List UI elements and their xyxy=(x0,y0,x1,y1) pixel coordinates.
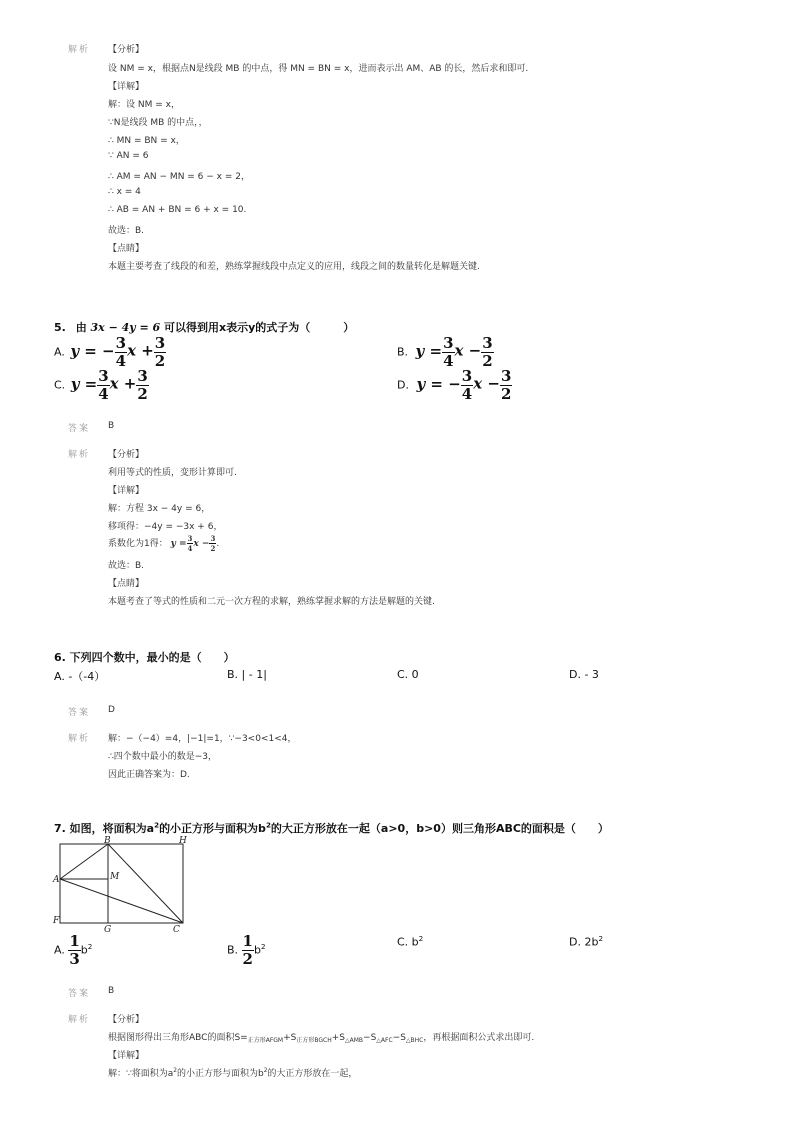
comment-heading: 【点睛】 xyxy=(108,244,145,254)
figure-outline xyxy=(60,844,183,923)
question-5-option-b: B. y = $\frac{3}{4}$ x − $\frac{3}{2}$ xyxy=(397,334,493,370)
label-m: M xyxy=(110,872,120,882)
answer-value: B xyxy=(108,986,115,996)
segment-bc xyxy=(108,844,183,923)
fraction: $\frac{3}{4}$ xyxy=(461,367,473,403)
question-7-option-c: C. $b^2$ xyxy=(397,934,424,949)
question-7-option-a: A. $\frac{1}{3}$ $b^2$ xyxy=(54,932,93,968)
question-6-option-d: D. - 3 xyxy=(569,668,599,681)
solution-line: 解：∵将面积为$a^2$的小正方形与面积为$b^2$的大正方形放在一起， xyxy=(108,1068,358,1079)
fraction: $\frac{3}{4}$ xyxy=(187,534,193,553)
solution-line: ∴ MN = BN = x， xyxy=(108,136,185,146)
detail-heading: 【详解】 xyxy=(108,486,145,496)
solution-line: 解：方程 3x − 4y = 6， xyxy=(108,504,211,514)
fraction: $\frac{3}{2}$ xyxy=(482,334,493,370)
label-h: H xyxy=(179,836,187,846)
analysis-heading: 【分析】 xyxy=(108,1015,145,1025)
answer-tag: 答案 xyxy=(68,989,91,999)
segment-ac xyxy=(60,879,183,923)
fraction: $\frac{3}{2}$ xyxy=(500,367,512,403)
detail-heading: 【详解】 xyxy=(108,1051,145,1061)
label-c: C xyxy=(173,925,180,934)
comment-heading: 【点睛】 xyxy=(108,579,145,589)
analysis-tag: 解析 xyxy=(68,1015,91,1025)
comment-line: 本题考查了等式的性质和二元一次方程的求解，熟练掌握求解的方法是解题的关键. xyxy=(108,597,435,607)
analysis-tag: 解析 xyxy=(68,450,91,460)
question-6-option-c: C. 0 xyxy=(397,668,419,681)
fraction: $\frac{3}{2}$ xyxy=(154,334,166,370)
solution-line: ∴ AM = AN − MN = 6 − x = 2， xyxy=(108,172,250,182)
analysis-line: 设 NM = x，根据点N是线段 MB 的中点，得 MN = BN = x，进而表示出 AM、AB 的长，然后求和即可. xyxy=(108,64,529,74)
question-6-option-b: B. | - 1| xyxy=(227,668,267,681)
label-g: G xyxy=(104,925,112,934)
answer-value: B xyxy=(108,421,115,431)
question-5-stem: 5. 由 3x − 4y = 6 可以得到用x表示y的式子为（ ） xyxy=(54,321,355,334)
fraction: $\frac{3}{2}$ xyxy=(210,534,216,553)
question-6-stem: 6. 下列四个数中，最小的是（ ） xyxy=(54,651,235,664)
segment-ab xyxy=(60,844,108,879)
solution-line: ∴ x = 4 xyxy=(108,187,141,197)
fraction: $\frac{3}{4}$ xyxy=(98,367,109,403)
fraction: $\frac{3}{4}$ xyxy=(115,334,127,370)
detail-heading: 【详解】 xyxy=(108,82,145,92)
fraction: $\frac{1}{3}$ xyxy=(69,932,80,968)
fraction: $\frac{3}{2}$ xyxy=(137,367,148,403)
solution-line: ∵ AN = 6 xyxy=(108,151,149,161)
solution-line: 故选：B. xyxy=(108,226,145,236)
answer-tag: 答案 xyxy=(68,424,91,434)
analysis-tag: 解析 xyxy=(68,45,91,55)
analysis-heading: 【分析】 xyxy=(108,450,145,460)
question-7-stem: 7. 如图，将面积为$a^2$的小正方形与面积为$b^2$的大正方形放在一起（a>0，b>0）则三角形ABC的面积是（ ） xyxy=(54,820,609,835)
fraction: $\frac{3}{4}$ xyxy=(443,334,454,370)
comment-line: 本题主要考查了线段的和差，熟练掌握线段中点定义的应用，线段之间的数量转化是解题关键. xyxy=(108,262,480,272)
analysis-heading: 【分析】 xyxy=(108,45,145,55)
label-f: F xyxy=(53,916,60,926)
analysis-line: 利用等式的性质，变形计算即可. xyxy=(108,468,237,478)
question-5-option-a: A. y = − $\frac{3}{4}$ x + $\frac{3}{2}$ xyxy=(54,334,166,370)
solution-line: 移项得：−4y = −3x + 6， xyxy=(108,522,223,532)
answer-value: D xyxy=(108,705,115,715)
squares-figure xyxy=(52,834,197,934)
label-b: B xyxy=(104,836,111,846)
solution-line: ∴ AB = AN + BN = 6 + x = 10. xyxy=(108,205,247,215)
analysis-line: 根据图形得出三角形ABC的面积$S=_{正方形AFGM}+S_{正方形BGCH}+S_{\triangle AMB}-S_{\triangle AFC}-S_{\triangle BHC}$，再根据面积公式求出即可. xyxy=(108,1033,535,1044)
solution-line: 故选：B. xyxy=(108,561,145,571)
fraction: $\frac{1}{2}$ xyxy=(242,932,253,968)
question-5-option-c: C. y = $\frac{3}{4}$ x + $\frac{3}{2}$ xyxy=(54,367,148,403)
label-a: A xyxy=(53,875,60,885)
question-6-option-a: A. -（-4） xyxy=(54,670,106,683)
solution-line: 因此正确答案为：D. xyxy=(108,770,190,780)
solution-line: 解：设 NM = x， xyxy=(108,100,180,110)
solution-line: ∵N是线段 MB 的中点，， xyxy=(108,118,208,128)
question-7-option-d: D. $2b^2$ xyxy=(569,934,603,949)
solution-line: ∴四个数中最小的数是−3， xyxy=(108,752,217,762)
solution-line: 解：−（−4）=4，|−1|=1，∵−3<0<1<4， xyxy=(108,734,297,744)
analysis-tag: 解析 xyxy=(68,734,91,744)
question-7-option-b: B. $\frac{1}{2}$ $b^2$ xyxy=(227,932,266,968)
solution-line: 系数化为1得： y = $\frac{3}{4}$ x − $\frac{3}{2}$ . xyxy=(108,534,220,553)
answer-tag: 答案 xyxy=(68,708,91,718)
question-5-option-d: D. y = − $\frac{3}{4}$ x − $\frac{3}{2}$ xyxy=(397,367,512,403)
